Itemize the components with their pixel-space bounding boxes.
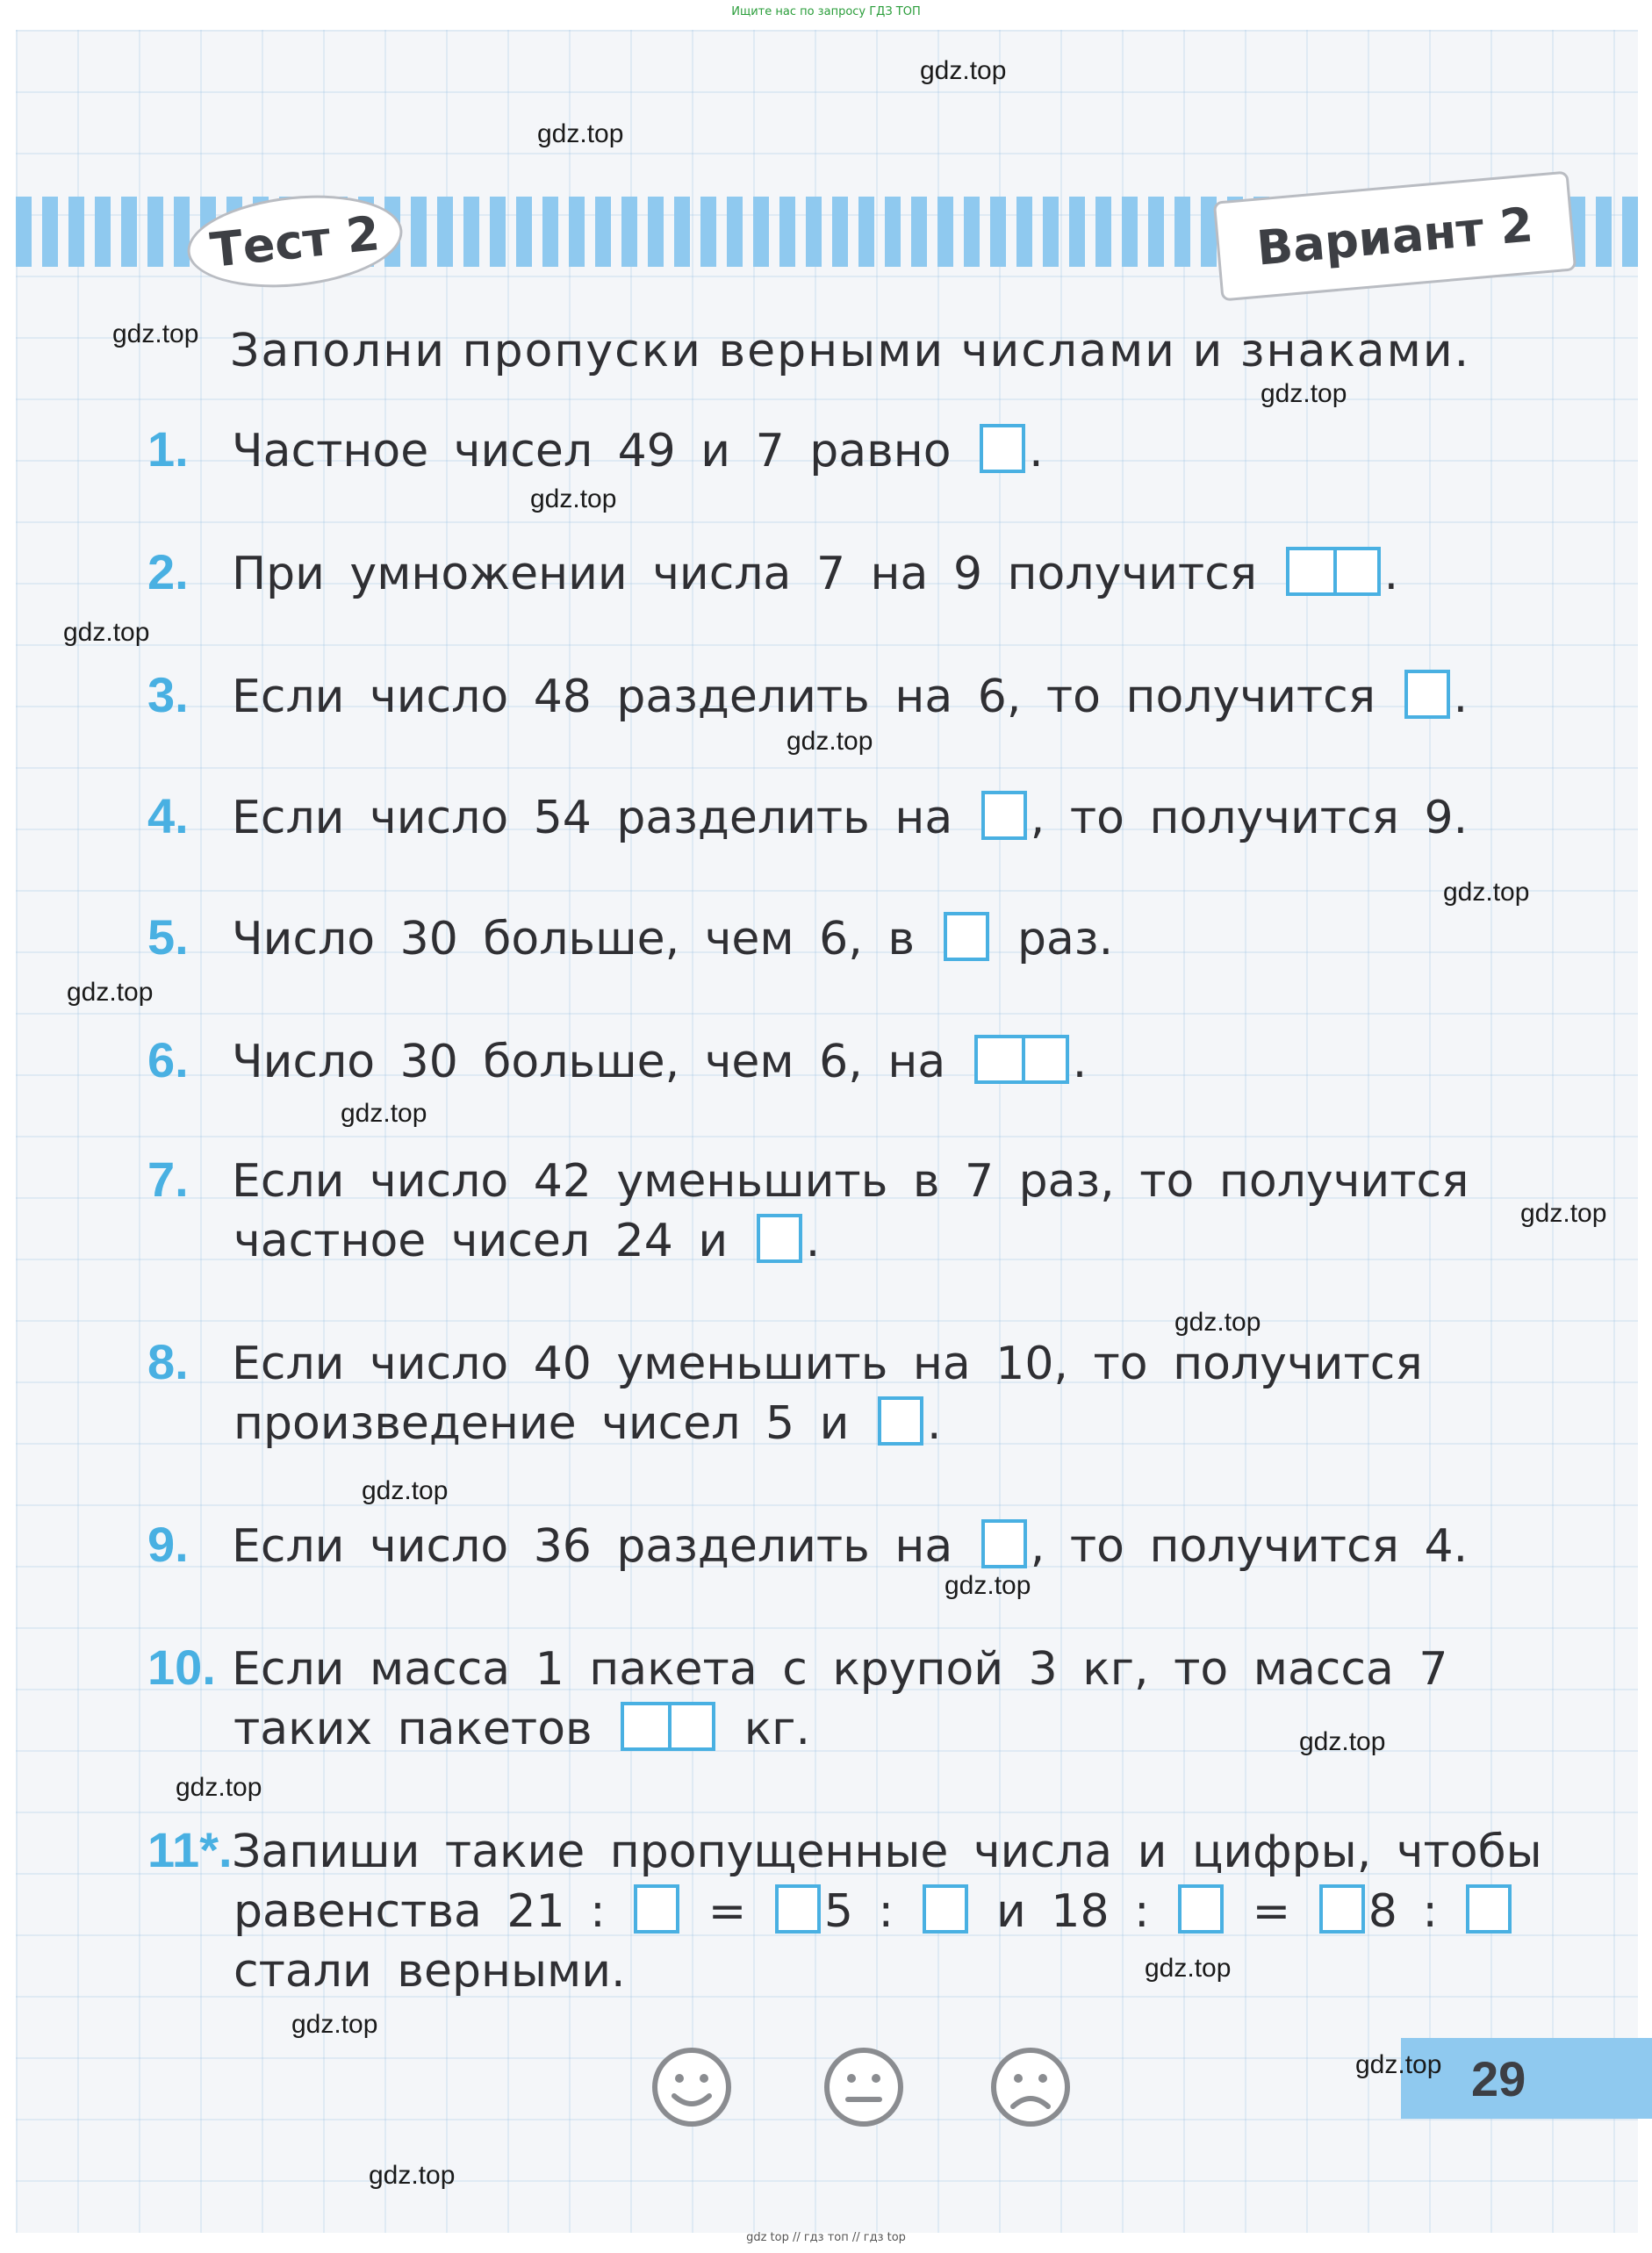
task-text-line2: частное чисел 24 и	[233, 1215, 729, 1267]
header-stripe	[595, 197, 611, 267]
task-7	[147, 1150, 1469, 1271]
variant-label: Вариант 2	[1254, 196, 1535, 276]
header-stripe	[95, 197, 111, 267]
header-stripe	[437, 197, 453, 267]
header-stripe	[1069, 197, 1085, 267]
task-2	[147, 542, 1398, 604]
sad-face-icon[interactable]	[988, 2045, 1073, 2129]
header-stripe	[911, 197, 927, 267]
task-9	[147, 1515, 1468, 1576]
answer-box[interactable]	[944, 912, 989, 961]
header-stripe	[121, 197, 137, 267]
header-stripe	[542, 197, 558, 267]
watermark: gdz.top	[176, 1773, 262, 1802]
watermark: gdz.top	[530, 484, 617, 513]
header-stripe	[1148, 197, 1164, 267]
task-text: Если масса 1 пакета с крупой 3 кг, то масса 7	[232, 1643, 1448, 1696]
watermark: gdz.top	[945, 1571, 1031, 1600]
task-number: 6.	[147, 1032, 189, 1087]
header-stripe	[621, 197, 637, 267]
task-text-end: .	[805, 1215, 821, 1267]
watermark: gdz.top	[920, 56, 1007, 85]
watermark: gdz.top	[112, 319, 199, 348]
task-number: 7.	[147, 1152, 189, 1207]
neutral-face-icon[interactable]	[822, 2045, 906, 2129]
task-text: Частное чисел 49 и 7 равно	[232, 425, 952, 477]
header-stripe	[832, 197, 848, 267]
header-stripe	[147, 197, 163, 267]
header-stripe	[937, 197, 953, 267]
self-assessment-faces	[650, 2045, 1088, 2133]
task-text: Число 30 больше, чем 6, в	[232, 913, 915, 965]
watermark: gdz.top	[341, 1099, 427, 1128]
variant-badge	[1213, 171, 1577, 302]
watermark: gdz.top	[537, 119, 624, 148]
watermark: gdz.top	[291, 2010, 378, 2039]
header-stripe	[858, 197, 874, 267]
header-stripe	[42, 197, 58, 267]
watermark: gdz.top	[1145, 1954, 1232, 1983]
test-label: Тест 2	[207, 204, 383, 278]
equals-sign: =	[1252, 1885, 1291, 1938]
answer-box[interactable]	[981, 791, 1027, 840]
answer-box[interactable]	[1466, 1884, 1512, 1934]
header-stripe	[1174, 197, 1190, 267]
header-stripe	[411, 197, 427, 267]
task-text-end: .	[1383, 548, 1399, 600]
header-stripe	[727, 197, 743, 267]
task-text-end: .	[1453, 671, 1469, 723]
task-5	[147, 908, 1113, 969]
task-text-end: раз.	[1017, 913, 1114, 965]
answer-box-double[interactable]	[1286, 547, 1381, 596]
task-number: 5.	[147, 909, 189, 965]
task-text-end: кг.	[743, 1703, 811, 1755]
task-number: 10.	[147, 1640, 216, 1695]
task-number: 8.	[147, 1334, 189, 1389]
watermark: gdz.top	[1261, 379, 1347, 408]
header-stripe	[490, 197, 506, 267]
answer-box[interactable]	[980, 424, 1025, 473]
answer-box[interactable]	[757, 1214, 802, 1263]
header-stripe	[753, 197, 769, 267]
task-number: 3.	[147, 667, 189, 722]
header-stripe	[68, 197, 84, 267]
task-text-end: , то получится 4.	[1030, 1520, 1469, 1573]
task-number: 9.	[147, 1517, 189, 1572]
bottom-note: gdz top // гдз топ // гдз top	[746, 2231, 906, 2244]
task-text-line2: таких пакетов	[233, 1703, 593, 1755]
task-text: Если число 54 разделить на	[232, 792, 953, 844]
task-text: Если число 40 уменьшить на 10, то получится	[232, 1338, 1423, 1390]
task-text-line3: стали верными.	[233, 1945, 626, 1998]
task-text: Если число 42 уменьшить в 7 раз, то получится	[232, 1155, 1469, 1208]
header-stripe	[648, 197, 664, 267]
answer-box[interactable]	[981, 1519, 1027, 1568]
watermark: gdz.top	[67, 978, 154, 1007]
task-text-line2: произведение чисел 5 и	[233, 1397, 850, 1450]
instruction: Заполни пропуски верными числами и знаками.	[230, 325, 1471, 377]
equation-part: 5 :	[823, 1885, 894, 1938]
header-stripe	[1043, 197, 1059, 267]
watermark: gdz.top	[63, 618, 150, 647]
task-text-end: .	[1072, 1036, 1088, 1088]
watermark: gdz.top	[369, 2161, 456, 2190]
task-text: Если число 48 разделить на 6, то получится	[232, 671, 1376, 723]
watermark: gdz.top	[1174, 1308, 1261, 1337]
header-stripe	[1016, 197, 1032, 267]
header-stripe	[174, 197, 190, 267]
header-stripe	[1122, 197, 1138, 267]
task-number: 1.	[147, 421, 189, 477]
header-stripe	[990, 197, 1006, 267]
watermark: gdz.top	[786, 727, 873, 756]
task-text-end: .	[1029, 425, 1044, 477]
task-6	[147, 1030, 1087, 1092]
equation-part: и 18 :	[996, 1885, 1150, 1938]
header-stripe	[463, 197, 479, 267]
task-text: Число 30 больше, чем 6, на	[232, 1036, 946, 1088]
answer-box[interactable]	[634, 1884, 679, 1934]
answer-box[interactable]	[1404, 670, 1450, 719]
page-number-text: 29	[1471, 2050, 1526, 2106]
header-stripe	[516, 197, 532, 267]
header-stripe	[1622, 197, 1638, 267]
header-stripe	[885, 197, 901, 267]
task-number: 11*.	[147, 1822, 233, 1877]
task-text: Если число 36 разделить на	[232, 1520, 953, 1573]
header-stripe	[1596, 197, 1612, 267]
top-note: Ищите нас по запросу ГДЗ ТОП	[731, 5, 921, 18]
task-4	[147, 786, 1468, 848]
header-stripe	[569, 197, 585, 267]
answer-box[interactable]	[1178, 1884, 1224, 1934]
watermark: gdz.top	[1443, 878, 1530, 907]
header-stripe	[1095, 197, 1111, 267]
watermark: gdz.top	[1355, 2050, 1442, 2079]
header-stripe	[16, 197, 32, 267]
watermark: gdz.top	[1520, 1199, 1607, 1228]
task-number: 2.	[147, 544, 189, 599]
task-8	[147, 1332, 1423, 1453]
equation-label: равенства 21 :	[233, 1885, 606, 1938]
header-stripe	[779, 197, 795, 267]
watermark: gdz.top	[362, 1476, 449, 1505]
task-text-end: .	[926, 1397, 942, 1450]
task-1	[147, 420, 1044, 481]
task-10	[147, 1638, 1447, 1759]
task-text: Запиши такие пропущенные числа и цифры, чтобы	[232, 1826, 1542, 1878]
header-stripe	[806, 197, 822, 267]
answer-box[interactable]	[923, 1884, 968, 1934]
answer-box[interactable]	[878, 1396, 923, 1446]
task-text-end: , то получится 9.	[1030, 792, 1469, 844]
answer-box[interactable]	[775, 1884, 821, 1934]
watermark: gdz.top	[1299, 1727, 1386, 1756]
task-number: 4.	[147, 788, 189, 843]
header-stripe	[964, 197, 980, 267]
equation-part: 8 :	[1368, 1885, 1438, 1938]
answer-box-double[interactable]	[974, 1035, 1069, 1084]
smile-face-icon[interactable]	[650, 2045, 734, 2129]
header-stripe	[674, 197, 690, 267]
header-stripe	[700, 197, 716, 267]
task-3	[147, 665, 1468, 727]
task-text: При умножении числа 7 на 9 получится	[232, 548, 1258, 600]
task-11	[147, 1820, 1542, 2001]
equals-sign: =	[707, 1885, 747, 1938]
answer-box-double[interactable]	[621, 1702, 715, 1751]
answer-box[interactable]	[1319, 1884, 1365, 1934]
